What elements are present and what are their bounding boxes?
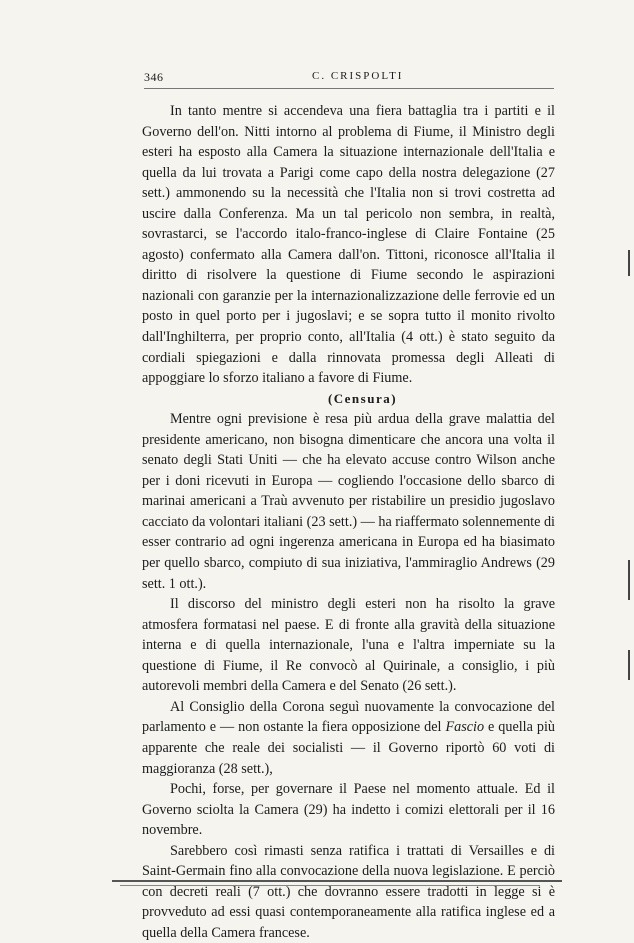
page-edge-mark <box>628 250 630 276</box>
running-head: C. CRISPOLTI <box>312 70 404 82</box>
footer-rule <box>112 880 562 882</box>
paragraph: Al Consiglio della Corona seguì nuovamente la convocazione del parlamento e — non ostante la fiera opposizione del Fascio e quella più apparente che reale dei socialisti — il Governo riportò 60 voti di maggioranza (28 sett.), <box>142 698 556 777</box>
paragraph: In tanto mentre si accendeva una fiera battaglia tra i partiti e il Governo dell'on. Nitti intorno al problema di Fiume, il Ministro degli esteri ha esposto alla Camera la situazione internazionale dell'Italia e quella da lui trovata a Parigi come capo della nostra delegazione (27 sett.) ammonendo su la necessità che l'Italia non si trovi costretta ad uscire dalla Conferenza. Ma un tal pericolo non sembra, in realtà, sovrastarci, se l'accordo italo-franco-inglese di Claire Fontaine (25 agosto) confermato alla Camera dall'on. Tittoni, riconosce all'Italia il diritto di risolvere la questione di Fiume secondo le aspirazioni nazionali con garanzie per la internazionalizzazione delle ferrovie ed un posto in quel porto per i jugoslavi; e se sopra tutto il monito rivolto dall'Inghilterra, per proprio conto, all'Italia (4 ott.) è stato seguito da cordiali spiegazioni e dalla rinnovata promessa degli Alleati di appoggiare lo sforzo italiano a favore di Fiume. <box>142 103 555 387</box>
page-edge-mark <box>628 560 630 600</box>
page-number: 346 <box>144 70 164 84</box>
body-text <box>142 101 555 943</box>
paragraph: Pochi, forse, per governare il Paese nel momento attuale. Ed il Governo sciolta la Camera (29) ha indetto i comizi elettorali per il 16 novembre. <box>142 781 555 839</box>
paragraph: Sarebbero così rimasti senza ratifica i trattati di Versailles e di Saint-Germain fino alla convocazione della nuova legislazione. E perciò con decreti reali (7 ott.) che dovranno essere tradotti in legge si è provveduto ad essi quasi contemporaneamente alla ratifica inglese ed a quella della Camera francese. <box>142 842 555 941</box>
section-title: (Censura) <box>327 390 398 406</box>
italic-term: Fascio <box>445 719 485 736</box>
paragraph: Mentre ogni previsione è resa più ardua della grave malattia del presidente americano, non bisogna dimenticare che ancora una volta il senato degli Stati Uniti — che ha elevato accuse contro Wilson anche per i doni ricevuti in Europa — cogliendo l'occasione dello sbarco di marinai americani a Traù avvenuto per ristabilire un presidio jugoslavo cacciato da volontari italiani (23 sett.) — ha riaffermato solennemente di esser contrario ad ogni ingerenza americana in Europa ed ha biasimato per quello sbarco, compiuto di sua iniziativa, l'ammiraglio Andrews (29 sett. 1 ott.). <box>142 411 555 592</box>
header-rule <box>144 88 554 89</box>
footer-rule-thin <box>120 885 540 886</box>
page-header <box>144 70 554 86</box>
paragraph: Il discorso del ministro degli esteri non ha risolto la grave atmosfera formatasi nel paese. E di fronte alla gravità della situazione interna e di quella internazionale, l'una e l'altra imperniate su la questione di Fiume, il Re convocò al Quirinale, a consiglio, i più autorevoli membri della Camera e del Senato (26 sett.). <box>142 596 555 695</box>
page-edge-mark <box>628 650 630 680</box>
